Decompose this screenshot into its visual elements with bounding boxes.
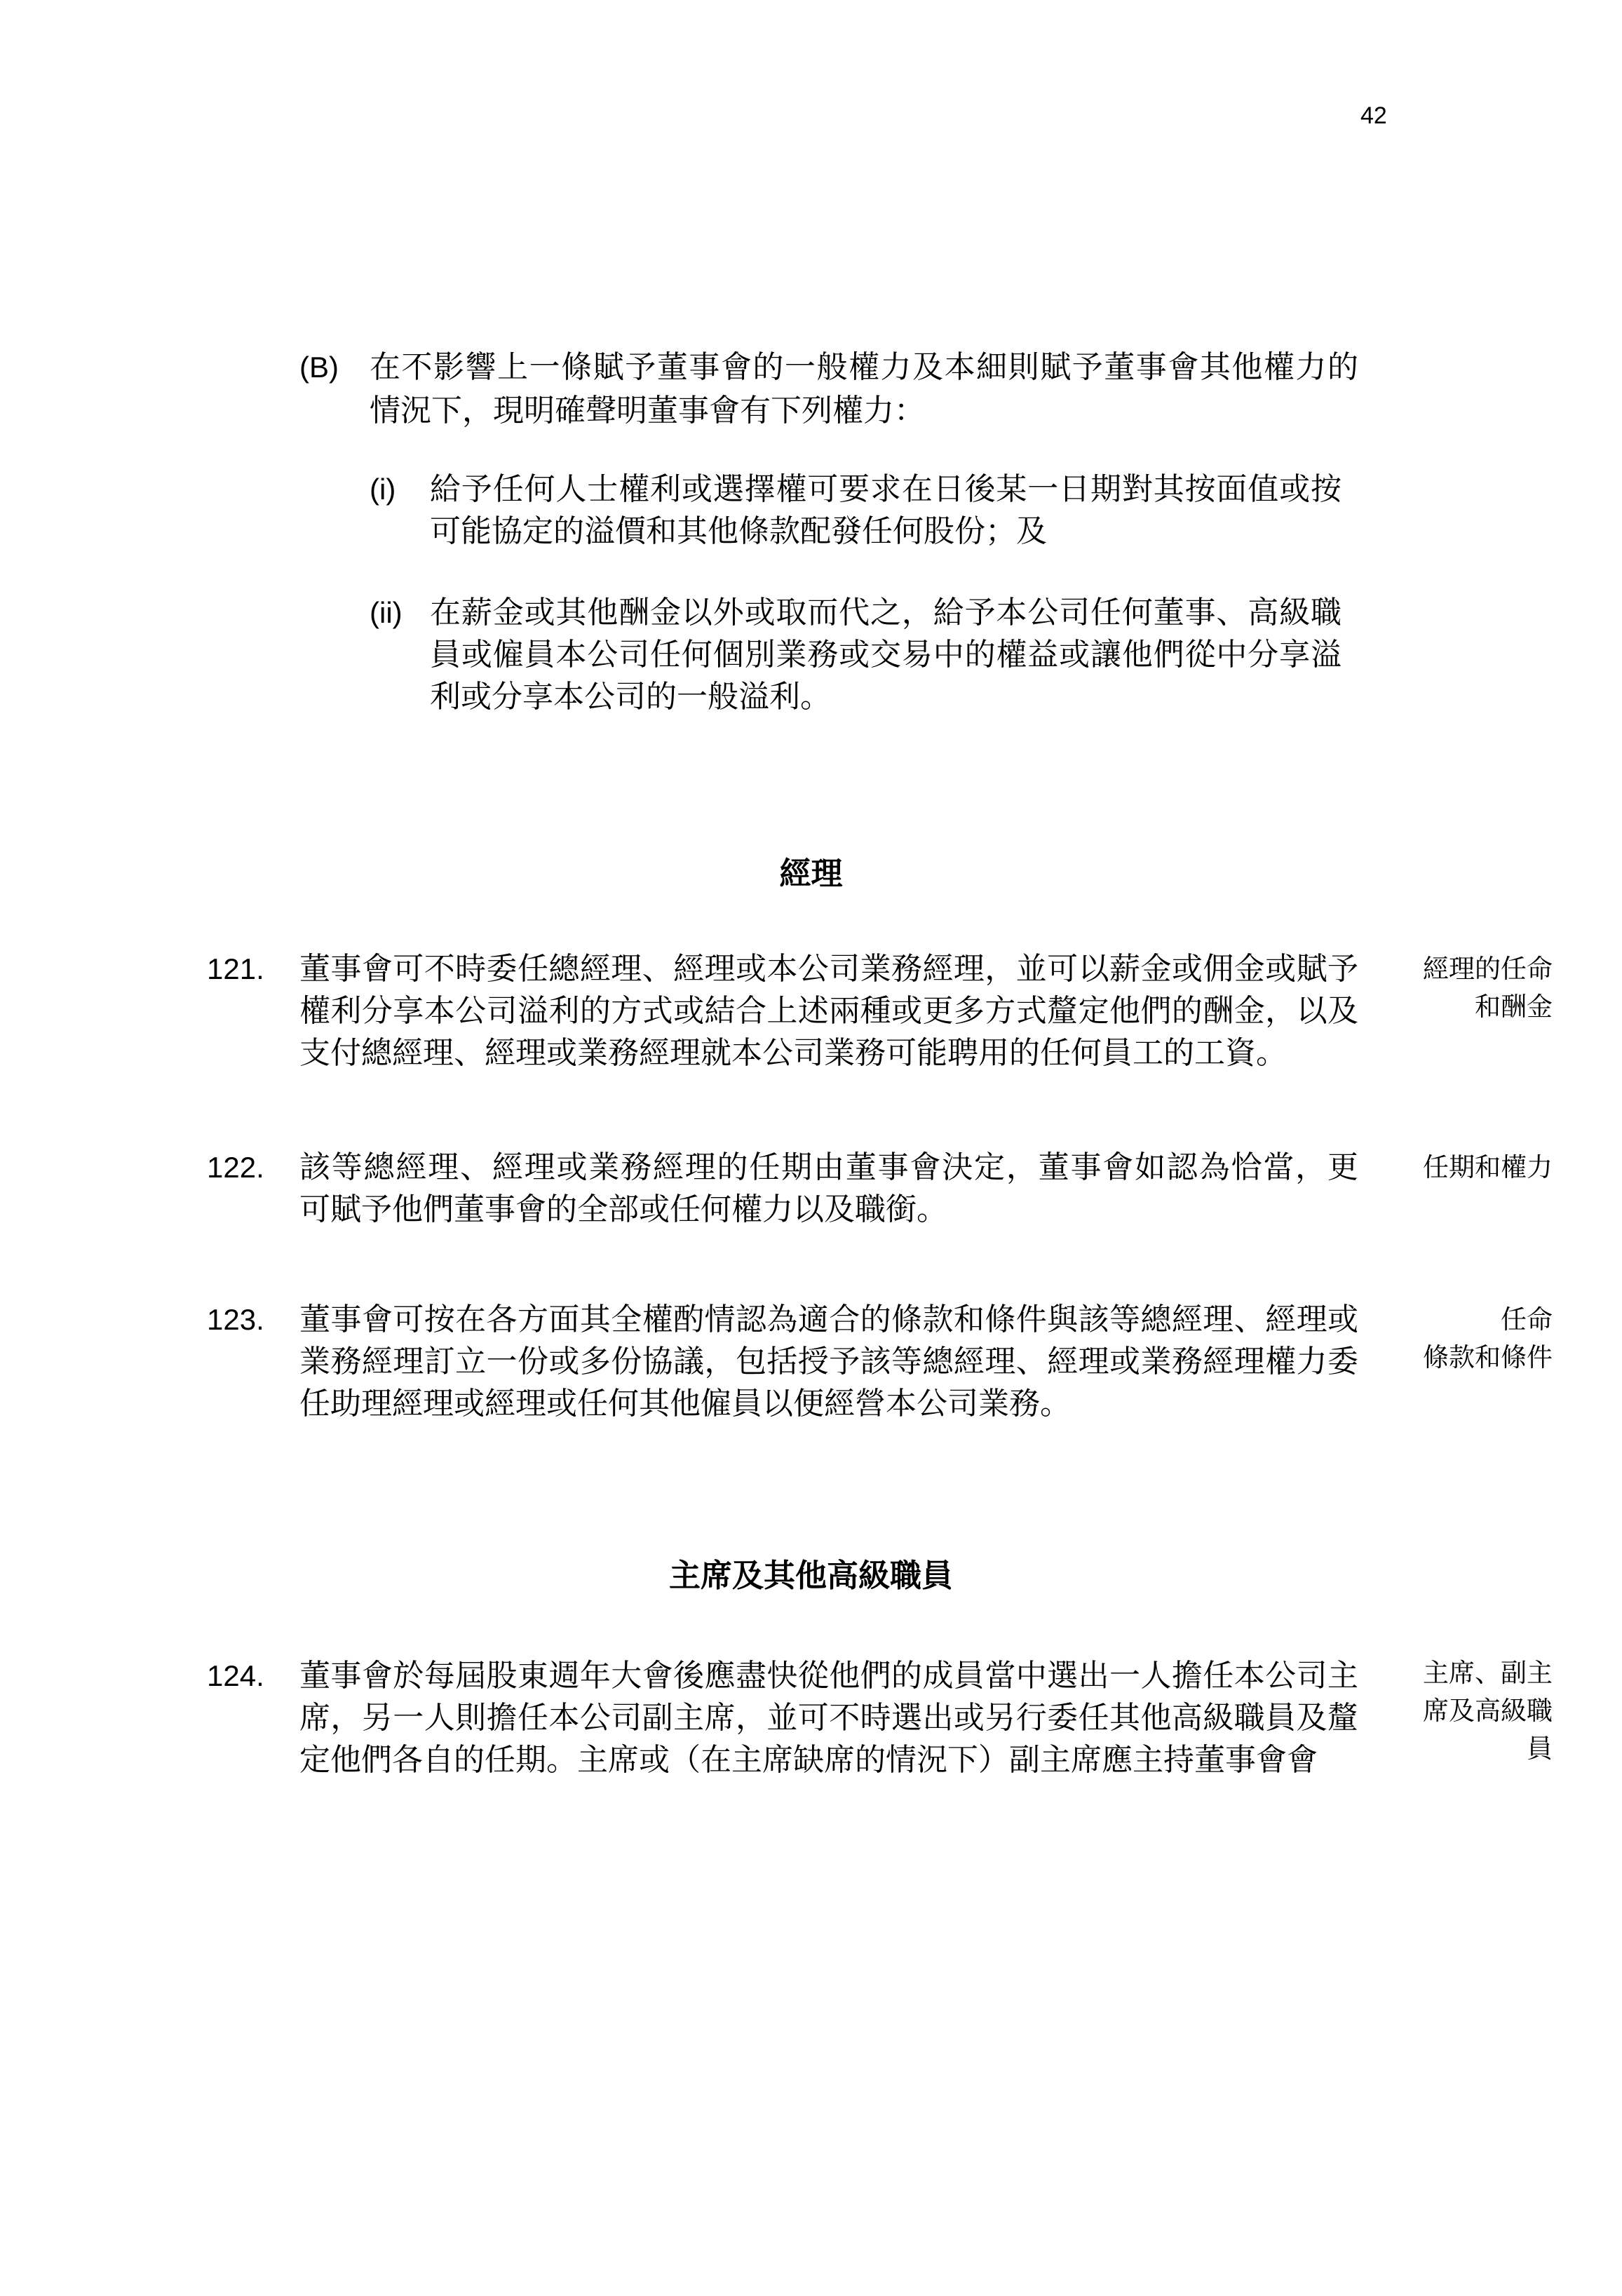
text-line: 董事會可不時委任總經理、經理或本公司業務經理，並可以薪金或佣金或賦予 [299,951,1358,987]
text-line: 業務經理訂立一份或多份協議，包括授予該等總經理、經理或業務經理權力委 [299,1344,1358,1379]
text-line: 任助理經理或經理或任何其他僱員以便經營本公司業務。 [299,1386,1071,1422]
text-line: 可賦予他們董事會的全部或任何權力以及職銜。 [299,1191,947,1227]
text-line: 權利分享本公司溢利的方式或結合上述兩種或更多方式釐定他們的酬金，以及 [299,993,1358,1029]
item-text [430,468,1341,553]
text-line: 情況下，現明確聲明董事會有下列權力： [370,393,925,428]
text-line: 支付總經理、經理或業務經理就本公司業務可能聘用的任何員工的工資。 [299,1035,1287,1071]
text-line: 席，另一人則擔任本公司副主席，並可不時選出或另行委任其他高級職員及釐 [299,1700,1358,1736]
text-line: 給予任何人士權利或選擇權可要求在日後某一日期對其按面值或按 [430,471,1341,507]
article-number: 122. [207,1151,264,1184]
margin-note-line: 經理的任命 [1423,954,1553,984]
margin-note-line: 主席、副主 [1423,1658,1553,1688]
text-line: 該等總經理、經理或業務經理的任期由董事會決定，董事會如認為恰當，更 [299,1149,1358,1185]
text-line: 利或分享本公司的一般溢利。 [430,679,831,715]
article-number: 121. [207,952,264,985]
clause-b-text [370,346,1358,433]
text-line: 董事會於每屆股東週年大會後應盡快從他們的成員當中選出一人擔任本公司主 [299,1658,1358,1694]
item-label: (ii) [370,596,403,629]
margin-note [1415,1301,1553,1377]
text-line: 董事會可按在各方面其全權酌情認為適合的條款和條件與該等總經理、經理或 [299,1302,1358,1337]
article-text [299,948,1358,1074]
margin-note-line: 條款和條件 [1423,1342,1553,1372]
section-heading: 經理 [779,855,843,892]
margin-note-line: 任命 [1501,1304,1553,1335]
section-heading: 主席及其他高級職員 [668,1557,953,1594]
text-line: 在薪金或其他酬金以外或取而代之，給予本公司任何董事、高級職 [430,595,1341,630]
margin-note-line: 員 [1527,1734,1553,1764]
text-line: 在不影響上一條賦予董事會的一般權力及本細則賦予董事會其他權力的 [370,349,1358,385]
margin-note-line: 任期和權力 [1423,1152,1553,1182]
article-text [299,1655,1358,1781]
article-text [299,1147,1358,1231]
text-line: 員或僱員本公司任何個別業務或交易中的權益或讓他們從中分享溢 [430,637,1341,673]
article-number: 124. [207,1659,264,1692]
item-label: (i) [370,473,396,506]
article-number: 123. [207,1303,264,1336]
margin-note [1415,1149,1553,1187]
clause-b-label: (B) [299,351,339,384]
margin-note [1415,950,1553,1026]
text-line: 可能協定的溢價和其他條款配發任何股份；及 [430,513,1047,549]
margin-note-line: 和酬金 [1475,992,1553,1022]
margin-note-line: 席及高級職 [1423,1696,1553,1726]
item-text [430,592,1341,718]
page-number: 42 [1360,102,1387,129]
text-line: 定他們各自的任期。主席或（在主席缺席的情況下）副主席應主持董事會會 [299,1742,1318,1778]
margin-note [1415,1654,1553,1768]
article-text [299,1299,1358,1425]
